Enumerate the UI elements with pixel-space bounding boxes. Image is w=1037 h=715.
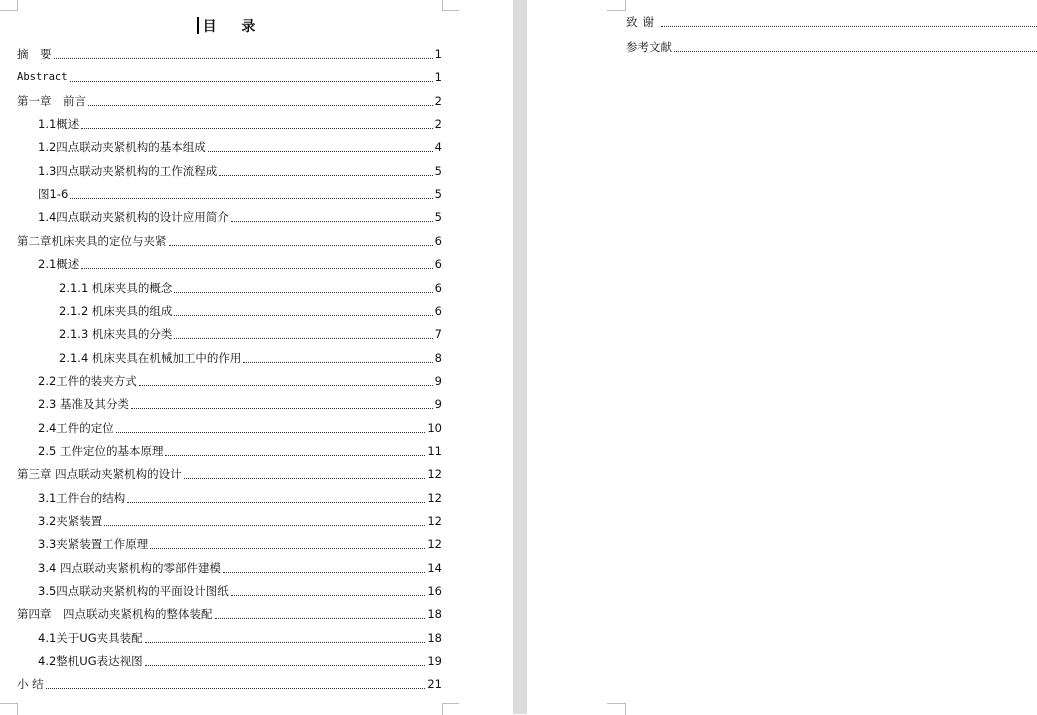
dot-leader [70,197,432,199]
toc-entry[interactable] [38,444,442,459]
toc-entry[interactable] [17,70,442,85]
toc-page-number: 12 [427,467,442,482]
dot-leader [70,80,433,82]
toc-entry[interactable] [38,140,442,155]
toc-page-number: 1 [434,47,442,61]
toc-entry[interactable] [626,40,1037,55]
toc-entry-label: 3.5四点联动夹紧机构的平面设计图纸 [38,584,229,599]
toc-entry[interactable] [38,117,442,132]
toc-page-number: 14 [427,560,442,575]
toc-entry[interactable] [17,607,442,622]
toc-page-number: 1 [434,70,442,85]
toc-entry-label: 3.1工件台的结构 [38,490,126,505]
toc-entry[interactable] [38,210,442,225]
toc-page-number: 9 [434,373,442,388]
dot-leader [208,150,433,152]
toc-page-number: 7 [434,327,442,342]
toc-entry[interactable] [38,257,442,272]
toc-entry-label: 第一章 前言 [17,93,86,108]
toc-entry[interactable] [38,584,442,599]
toc-entry-label: 2.1.4 机床夹具在机械加工中的作用 [59,350,242,365]
right-page [527,0,1037,714]
toc-entry[interactable] [17,94,442,109]
toc-entry[interactable] [17,47,442,62]
toc-page-number: 4 [434,140,442,155]
dot-leader [219,174,432,176]
toc-entry[interactable] [17,677,442,692]
toc-entry[interactable] [38,421,442,436]
toc-entry[interactable] [59,327,442,342]
dot-leader [54,57,433,59]
text-cursor [197,17,199,34]
dot-leader [174,314,432,316]
toc-entry[interactable] [59,351,442,366]
toc-entry[interactable] [626,15,1037,30]
toc-entry[interactable] [59,304,442,319]
dot-leader [127,501,425,503]
toc-entry-label: 2.1概述 [38,257,80,272]
toc-entry-label: 参考文献 [626,40,672,54]
dot-leader [674,50,1037,52]
toc-page-number: 6 [434,280,442,295]
toc-page-number: 18 [427,607,442,622]
crop-mark [442,0,459,11]
toc-entry[interactable] [38,397,442,412]
crop-mark [607,0,626,11]
toc-entry[interactable] [38,631,442,646]
dot-leader [145,664,426,666]
dot-leader [81,267,432,269]
toc-page-number: 16 [427,584,442,599]
toc-page-number: 6 [434,257,442,272]
toc-page-number: 12 [427,537,442,552]
toc-entry-label: 摘 要 [17,47,52,61]
crop-mark [0,703,18,715]
toc-entry-label: 3.3夹紧装置工作原理 [38,537,149,552]
toc-entry[interactable] [38,164,442,179]
toc-page-number: 21 [427,677,442,692]
toc-page-number: 11 [427,443,442,458]
dot-leader [88,104,433,106]
toc-entry-label: 2.1.3 机床夹具的分类 [59,327,173,342]
toc-entry[interactable] [38,654,442,669]
dot-leader [661,25,1037,27]
toc-entry[interactable] [17,234,442,249]
dot-leader [243,361,432,363]
dot-leader [145,641,426,643]
dot-leader [184,477,426,479]
toc-entry-label: 2.5 工件定位的基本原理 [38,443,164,458]
toc-entry-label: 2.3 基准及其分类 [38,397,129,412]
toc-entry-label: 第三章 四点联动夹紧机构的设计 [17,467,182,482]
dot-leader [231,220,433,222]
toc-page-number: 6 [434,303,442,318]
dot-leader [174,291,432,293]
toc-page-number: 9 [434,397,442,412]
dot-leader [104,524,425,526]
dot-leader [139,384,433,386]
toc-page-number: 6 [434,233,442,248]
toc-page-number: 19 [427,654,442,669]
toc-entry-label: 第四章 四点联动夹紧机构的整体装配 [17,607,213,622]
dot-leader [215,617,426,619]
toc-page-number: 18 [427,630,442,645]
toc-page-number: 8 [434,350,442,365]
toc-entry-label: 图1-6 [38,187,69,202]
toc-title-text: 目 录 [202,19,266,35]
toc-entry-label: 4.2整机UG表达视图 [38,654,143,669]
toc-page-number: 2 [434,93,442,108]
toc-entry-label: 1.1概述 [38,117,80,132]
toc-page-number: 10 [427,420,442,435]
toc-entry-label: 4.1关于UG夹具装配 [38,630,143,645]
page-gutter [513,0,527,714]
dot-leader [116,431,426,433]
toc-entry-label: 3.2夹紧装置 [38,514,103,528]
dot-leader [169,244,433,246]
dot-leader [46,687,426,689]
toc-entry-label: 2.4工件的定位 [38,420,114,435]
dot-leader [131,407,433,409]
crop-mark [607,703,626,715]
toc-entry-label: 3.4 四点联动夹紧机构的零部件建模 [38,560,221,575]
dot-leader [223,571,425,573]
toc-entry-label: 1.4四点联动夹紧机构的设计应用简介 [38,210,229,225]
toc-entry-label: 第二章机床夹具的定位与夹紧 [17,233,167,248]
toc-entry[interactable] [38,187,442,202]
toc-entry[interactable] [38,561,442,576]
toc-page-number: 5 [434,187,442,202]
toc-page-number: 12 [427,514,442,528]
toc-entry-label: 1.3四点联动夹紧机构的工作流程成 [38,163,218,178]
crop-mark [0,0,18,11]
toc-entry-label: 2.1.2 机床夹具的组成 [59,303,173,318]
dot-leader [81,127,432,129]
toc-entry[interactable] [38,374,442,389]
toc-entry-label: 2.2工件的装夹方式 [38,373,137,388]
dot-leader [231,594,426,596]
toc-entry[interactable] [38,514,442,529]
toc-entry-label: 2.1.1 机床夹具的概念 [59,280,173,295]
toc-entry[interactable] [59,281,442,296]
toc-entry[interactable] [38,491,442,506]
toc-entry[interactable] [17,467,442,482]
toc-page-number: 5 [434,163,442,178]
crop-mark [442,703,459,715]
toc-entry-label: 小 结 [17,677,44,692]
toc-entry-label: 1.2四点联动夹紧机构的基本组成 [38,140,206,155]
dot-leader [174,337,432,339]
toc-entry[interactable] [38,537,442,552]
toc-entry-label: 致谢 [626,15,659,29]
toc-page-number: 5 [434,210,442,225]
toc-heading [0,16,462,36]
dot-leader [150,547,425,549]
toc-page-number: 2 [434,117,442,132]
dot-leader [165,454,425,456]
toc-page-number: 12 [427,490,442,505]
toc-entry-label: Abstract [17,71,68,84]
